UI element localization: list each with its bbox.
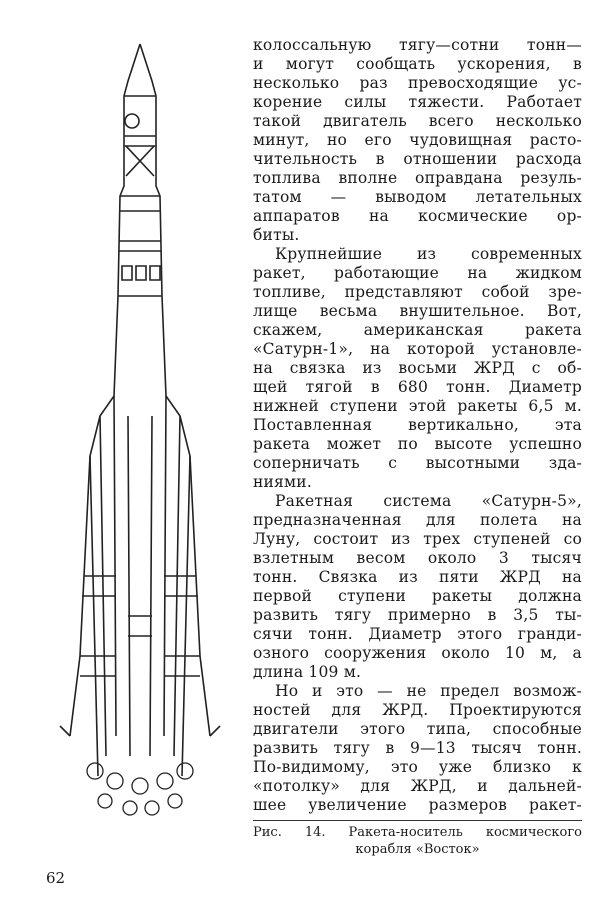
text-line: на связка из восьми ЖРД с об- — [253, 359, 582, 377]
text-line: топливе, представляют собой зре- — [253, 283, 582, 301]
text-line: озного сооружения около 10 м, а — [253, 644, 582, 662]
text-line: аппаратов на космические ор- — [253, 207, 582, 225]
text-line: двигатели этого типа, способные — [253, 720, 582, 738]
text-line: Но и это — не предел возмож- — [275, 682, 582, 700]
text-line: «потолку» для ЖРД, и дальней- — [253, 777, 582, 795]
text-line: несколько раз превосходящие ус- — [253, 74, 582, 92]
text-line: предназначенная для полета на — [253, 511, 582, 529]
figure-caption — [253, 824, 582, 858]
text-line: нижней ступени этой ракеты 6,5 м. — [253, 397, 582, 415]
text-line: первой ступени ракеты должна — [253, 587, 582, 605]
text-line: такой двигатель всего несколько — [253, 112, 582, 130]
text-line: лище весьма внушительное. Вот, — [253, 302, 582, 320]
text-line: сячи тонн. Диаметр этого гранди- — [253, 625, 582, 643]
text-line: ракета может по высоте успешно — [253, 435, 582, 453]
text-line: Ракетная система «Сатурн-5», — [275, 492, 582, 510]
text-line: и могут сообщать ускорения, в — [253, 55, 582, 73]
vostok-rocket-illustration — [40, 36, 240, 826]
text-line: соперничать с высотными зда- — [253, 454, 582, 472]
text-line: топлива вполне оправдана резуль- — [253, 169, 582, 187]
text-line: взлетным весом около 3 тысяч — [253, 549, 582, 567]
text-line: ностей для ЖРД. Проектируются — [253, 701, 582, 719]
text-line: ракет, работающие на жидком — [253, 264, 582, 282]
text-line: корение силы тяжести. Работает — [253, 93, 582, 111]
text-line: Луну, состоит из трех ступеней со — [253, 530, 582, 548]
caption-line-2: корабля «Восток» — [355, 842, 480, 857]
text-line: минут, но его чудовищная расто- — [253, 131, 582, 149]
text-line: тонн. Связка из пяти ЖРД на — [253, 568, 582, 586]
text-line: По-видимому, это уже близко к — [253, 758, 582, 776]
caption-divider — [253, 820, 582, 821]
text-line: шее увеличение размеров ракет- — [253, 796, 582, 814]
caption-line-1: Рис. 14. Ракета-носитель космического — [253, 825, 582, 840]
text-line: колоссальную тягу—сотни тонн— — [253, 36, 582, 54]
text-line: Поставленная вертикально, эта — [253, 416, 582, 434]
text-line: скажем, американская ракета — [253, 321, 582, 339]
text-line: ниями. — [253, 473, 312, 491]
text-line: развить тягу в 9—13 тысяч тонн. — [253, 739, 582, 757]
body-text — [253, 36, 582, 815]
text-line: щей тягой в 680 тонн. Диаметр — [253, 378, 582, 396]
text-line: развить тягу примерно в 3,5 ты- — [253, 606, 582, 624]
page-number: 62 — [46, 869, 66, 887]
text-line: «Сатурн-1», на которой установле- — [253, 340, 582, 358]
text-line: татом — выводом летательных — [253, 188, 582, 206]
text-line: биты. — [253, 226, 300, 244]
text-line: чительность в отношении расхода — [253, 150, 582, 168]
text-line: длина 109 м. — [253, 663, 362, 681]
text-line: Крупнейшие из современных — [275, 245, 582, 263]
